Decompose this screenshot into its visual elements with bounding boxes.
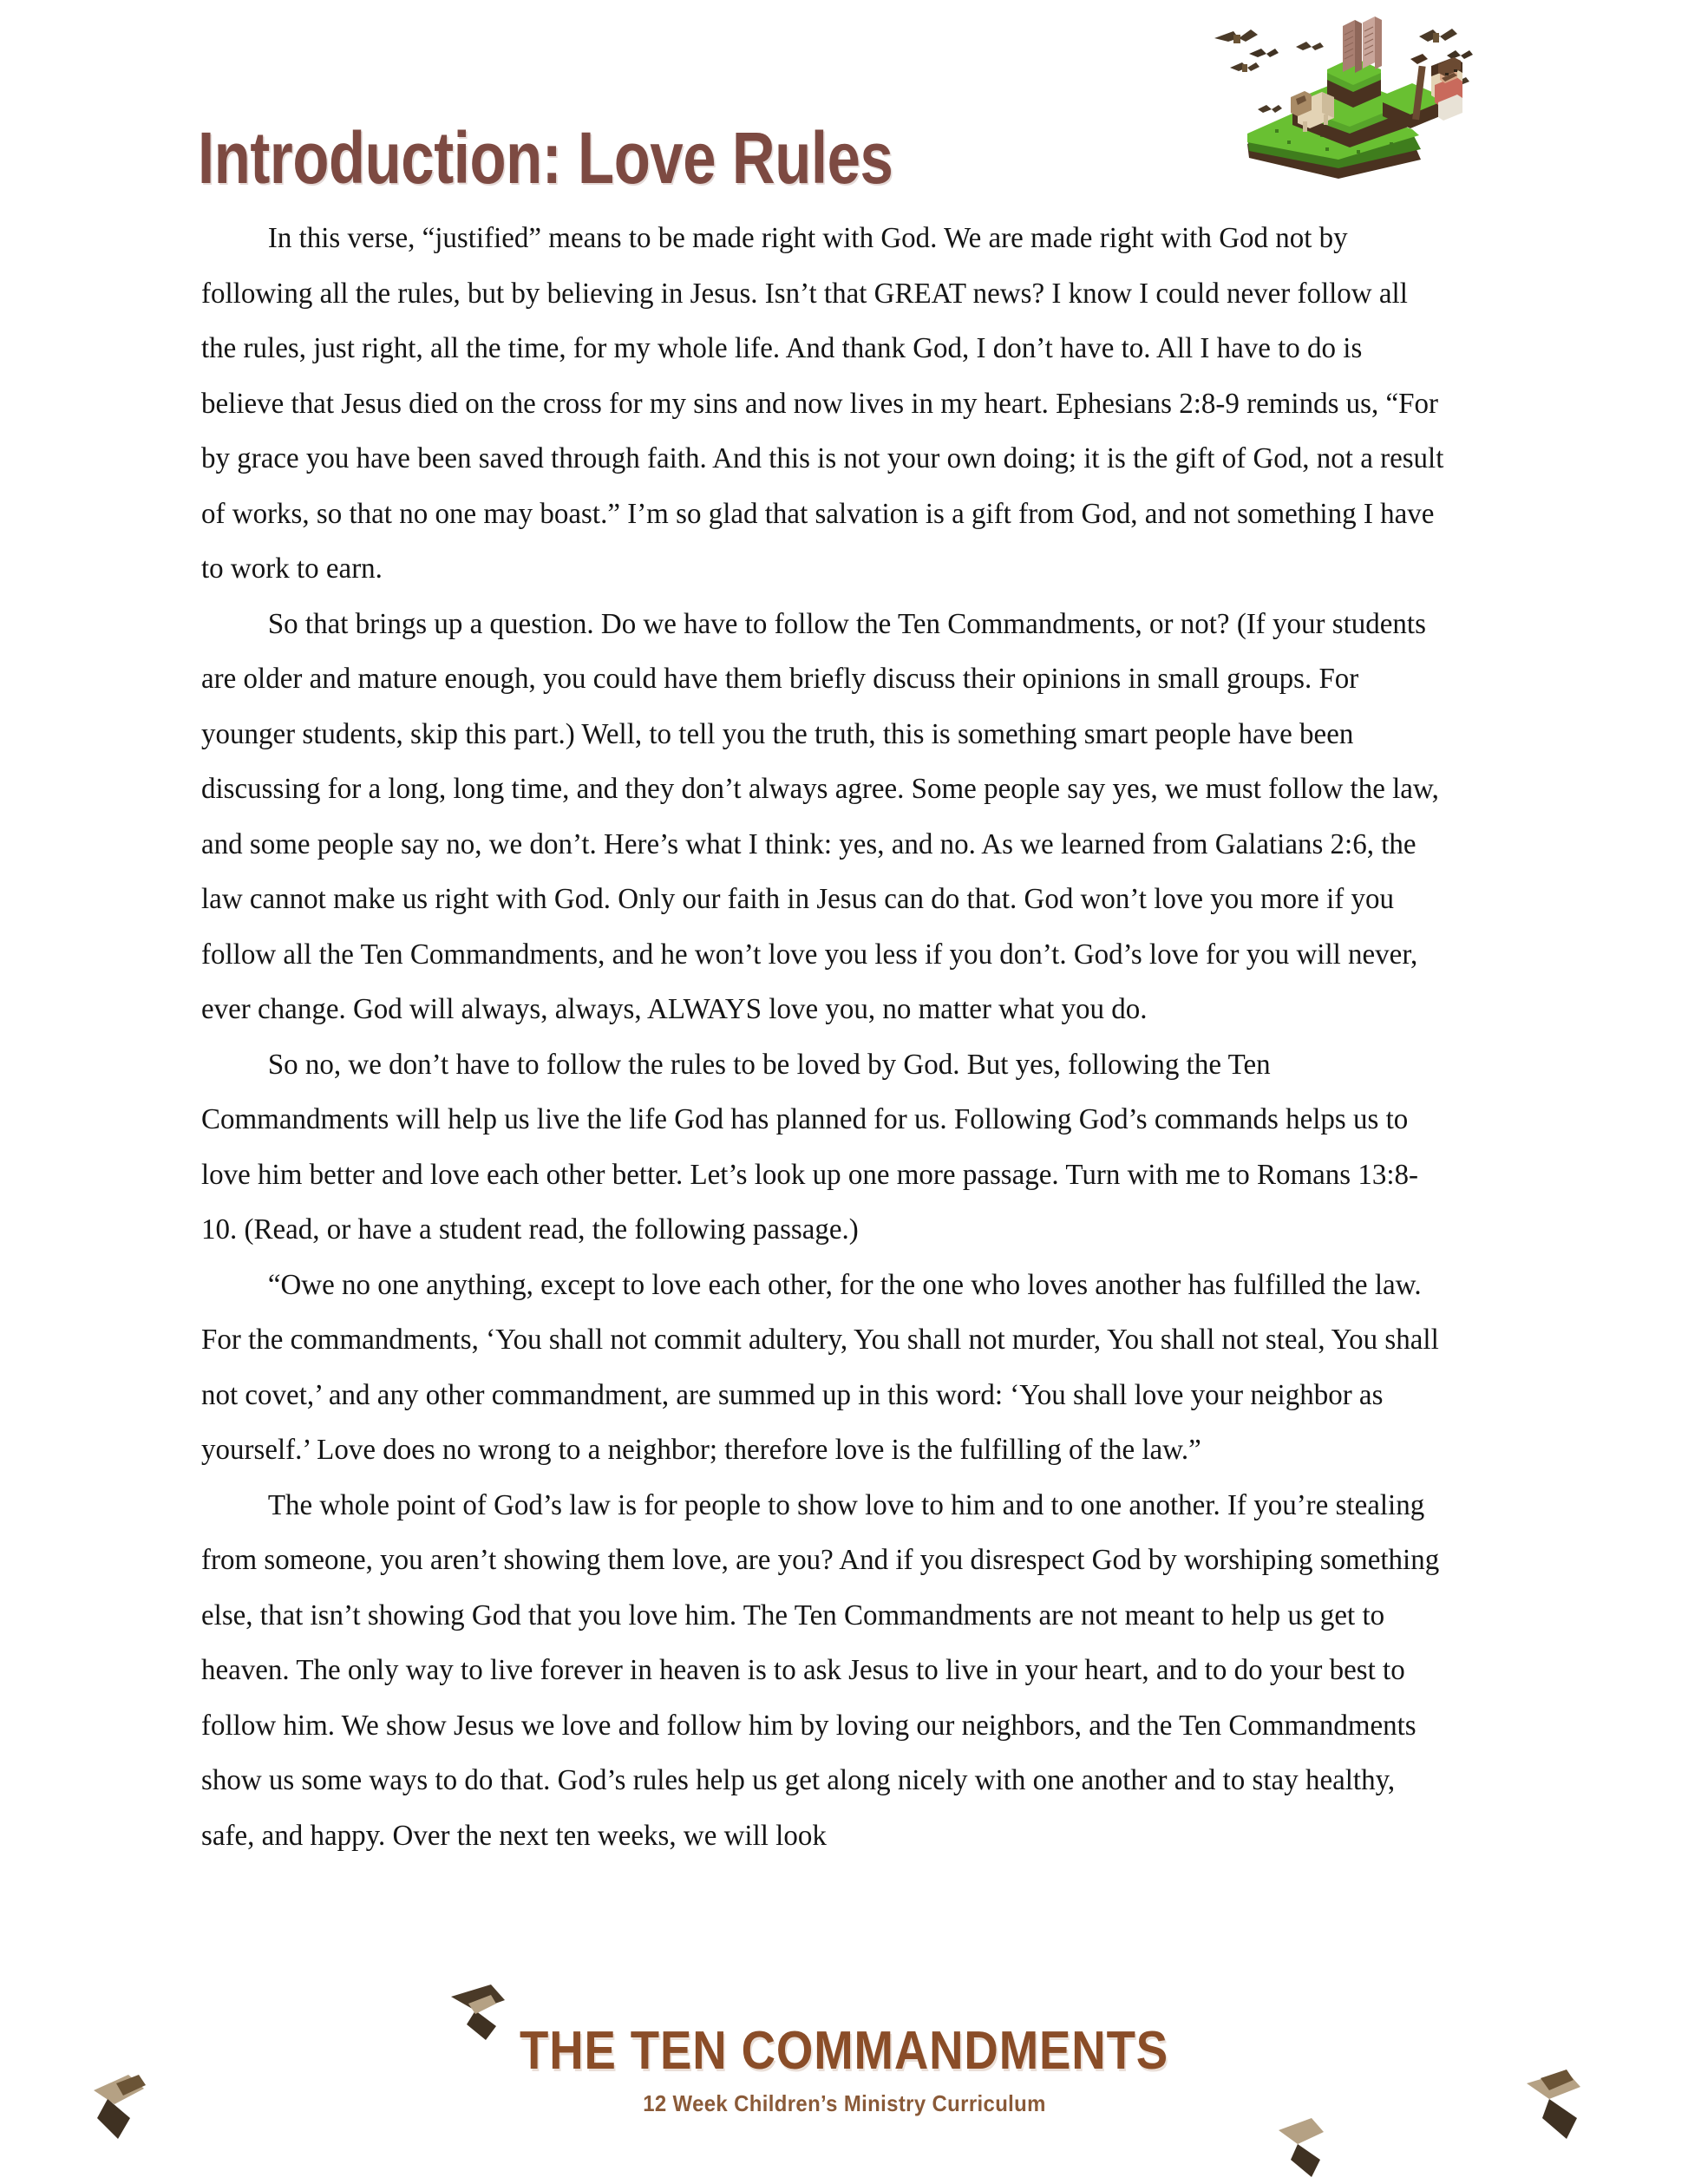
- paragraph: The whole point of God’s law is for people to show love to him and to one another. If you’re stealing from someone, you aren’t showing them love, are you? And if you disrespect God by worshiping something else, that isn’t showing God that you love him. The Ten Commandments are not meant to help us get to heaven. The only way to live forever in heaven is to ask Jesus to live in your heart, and to do your best to follow him. We show Jesus we love and follow him by loving our neighbors, and the Ten Commandments show us some ways to do that. God’s rules help us get along nicely with one another and to stay healthy, safe, and happy. Over the next ten weeks, we will look: [201, 1488, 1440, 1852]
- footer-subtitle: 12 Week Children’s Ministry Curriculum: [642, 2090, 1046, 2116]
- page-title: Introduction: Love Rules: [198, 117, 893, 199]
- bird-icon: [1258, 105, 1282, 113]
- footer-title: THE TEN COMMANDMENTS: [519, 2021, 1169, 2081]
- bird-icon: [1279, 2118, 1324, 2177]
- paragraph: So that brings up a question. Do we have to follow the Ten Commandments, or not? (If your students are older and mature enough, you could have them briefly discuss their opinions in small groups. For younger students, skip this part.) Well, to tell you the truth, this is something smart people have been discussing for a long, long time, and they don’t always agree. Some people say yes, we must follow the law, and some people say no, we don’t. Here’s what I think: yes, and no. As we learned from Galatians 2:6, the law cannot make us right with God. Only our faith in Jesus can do that. God won’t love you more if you follow all the Ten Commandments, and he won’t love you less if you don’t. God’s love for you will never, ever change. God will always, always, ALWAYS love you, no matter what you do.: [201, 607, 1439, 1025]
- bird-icon: [1214, 29, 1258, 43]
- mount-sinai-illustration: [1195, 5, 1482, 187]
- paragraph: In this verse, “justified” means to be made right with God. We are made right with God not by following all the rules, but by believing in Jesus. Isn’t that GREAT news? I know I could never follow all the rules, just right, all the time, for my whole life. And thank God, I don’t have to. All I have to do is believe that Jesus died on the cross for my sins and now lives in my heart. Ephesians 2:8-9 reminds us, “For by grace you have been saved through faith. And this is not your own doing; it is the gift of God, not a result of works, so that no one may boast.” I’m so glad that salvation is a gift from God, and not something I have to work to earn.: [201, 222, 1444, 585]
- body-copy: [201, 211, 1468, 1863]
- bird-icon: [1419, 29, 1457, 43]
- page-header: [0, 0, 1688, 199]
- page-footer: [0, 1978, 1688, 2184]
- bird-icon: [1447, 50, 1473, 59]
- bird-icon: [1249, 49, 1279, 57]
- bird-icon: [1230, 62, 1259, 72]
- footer-brand: [0, 2023, 1688, 2116]
- paragraph: “Owe no one anything, except to love each other, for the one who loves another has fulfilled the law. For the commandments, ‘You shall not commit adultery, You shall not murder, You shall not steal, You shall not covet,’ and any other commandment, are summed up in this word: ‘You shall love your neighbor as yourself.’ Love does no wrong to a neighbor; therefore love is the fulfilling of the law.”: [201, 1268, 1439, 1466]
- bird-icon: [1296, 42, 1324, 50]
- paragraph: So no, we don’t have to follow the rules to be loved by God. But yes, following the Ten Commandments will help us live the life God has planned for us. Following God’s commands helps us to love him better and love each other better. Let’s look up one more passage. Turn with me to Romans 13:8-10. (Read, or have a student read, the following passage.): [201, 1048, 1419, 1246]
